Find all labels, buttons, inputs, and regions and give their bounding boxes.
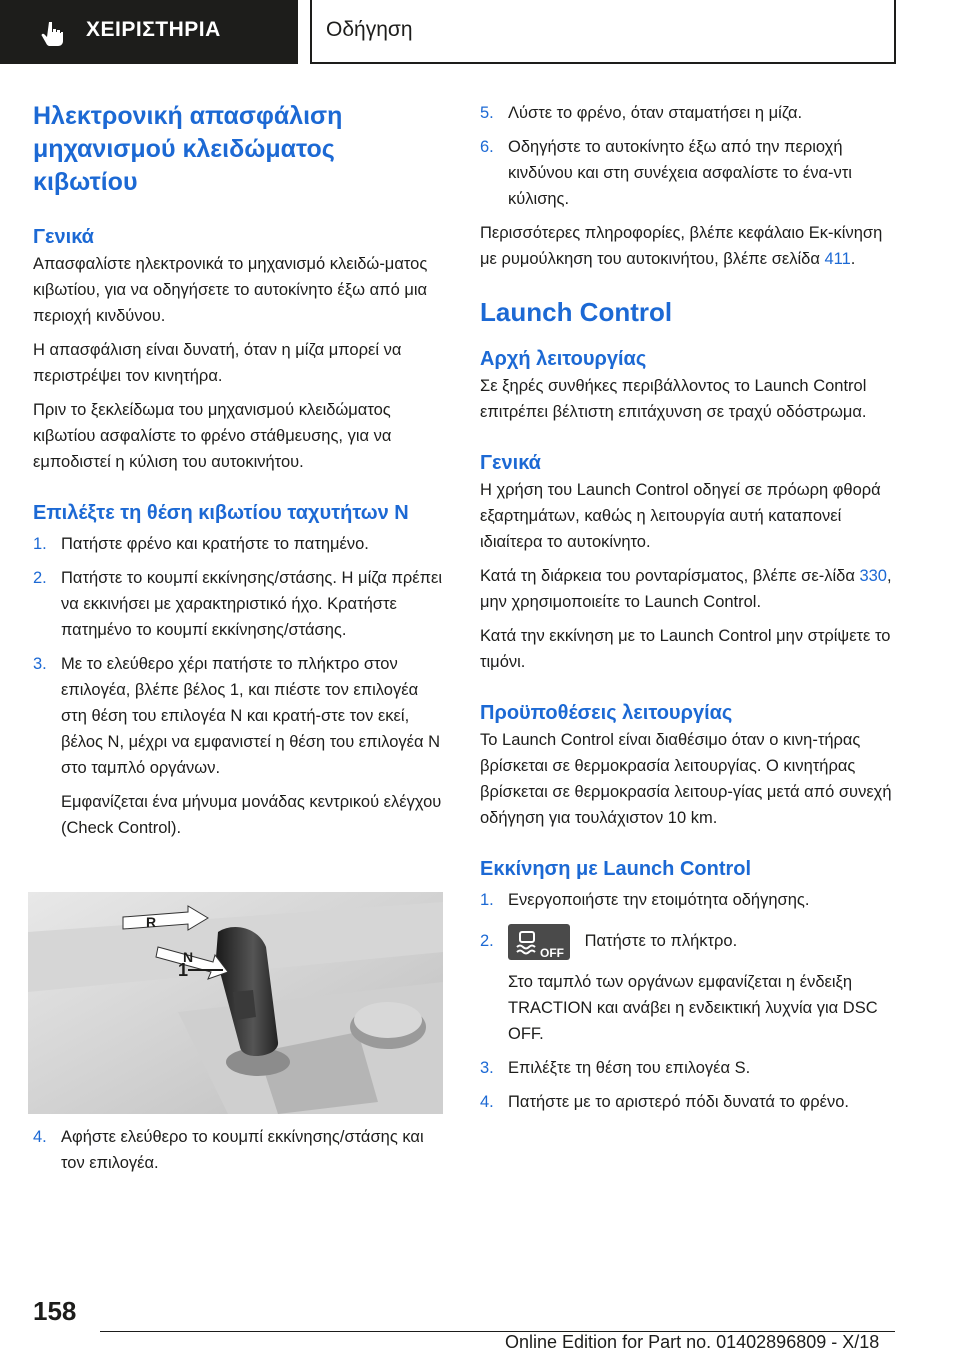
section-title: Οδήγηση (326, 18, 413, 41)
traction-off-button-icon (508, 924, 570, 960)
list-item-note: Στο ταμπλό των οργάνων εμφανίζεται η ένδειξη TRACTION και ανάβει η ενδεικτική λυχνία για DSC OFF. (508, 973, 878, 1043)
left-column-bottom (33, 1124, 443, 1176)
arrow-label-n: N (183, 949, 194, 965)
list-item: 5. Λύστε το φρένο, όταν σταματήσει η μίζα. (480, 104, 803, 122)
list-item-note: Εμφανίζεται ένα μήνυμα μονάδας κεντρικού ελέγχου (Check Control). (61, 793, 442, 837)
heading-gear-lock-release: Ηλεκτρονική απασφάλιση μηχανισμού κλειδώματος κιβωτίου (33, 102, 343, 196)
chapter-header (0, 0, 298, 64)
list-item: 4. Πατήστε με το αριστερό πόδι δυνατά το φρένο. (480, 1093, 849, 1111)
subheading-start-launch-control: Εκκίνηση με Launch Control (480, 858, 752, 880)
off-label: OFF (540, 945, 564, 960)
list-item: 1. Πατήστε φρένο και κρατήστε το πατημένο. (33, 535, 369, 553)
list-item: 3. Με το ελεύθερο χέρι πατήστε το πλήκτρο στον επιλογέα, βλέπε βέλος 1, και πιέστε τον επιλογέα στη θέση του επιλογέα N και κρατή-στε τον εκεί, βέλος N, μέχρι να εμφανιστεί η θέση του επιλογέα N στο ταμπλό οργάνων. (33, 655, 441, 777)
right-column (480, 100, 895, 1115)
list-item: 4. Αφήστε ελεύθερο το κουμπί εκκίνησης/στάσης και τον επιλογέα. (33, 1128, 424, 1172)
launch-steps-list (480, 887, 895, 1115)
page-number: 158 (33, 1296, 77, 1326)
subheading-prerequisites: Προϋποθέσεις λειτουργίας (480, 702, 733, 724)
section-header (312, 0, 896, 64)
steps-list (480, 100, 895, 212)
gear-selector-image (28, 892, 443, 1114)
subheading-select-n: Επιλέξτε τη θέση κιβωτίου ταχυτήτων N (33, 502, 409, 524)
chapter-title: ΧΕΙΡΙΣΤΗΡΙΑ (86, 18, 221, 41)
paragraph-more-info: Περισσότερες πληροφορίες, βλέπε κεφάλαιο Εκ-κίνηση με ρυμούλκηση του αυτοκινήτου, βλέπε σελίδα 411. (480, 224, 883, 268)
paragraph: Κατά την εκκίνηση με το Launch Control μην στρίψετε το τιμόνι. (480, 627, 891, 671)
arrow-label-r: R (146, 914, 157, 930)
list-item: 3. Επιλέξτε τη θέση του επιλογέα S. (480, 1059, 751, 1077)
arrow-label-1: 1 (178, 960, 189, 980)
paragraph: Σε ξηρές συνθήκες περιβάλλοντος το Launch Control επιτρέπει βέλτιστη επιτάχυνση σε τραχύ οδόστρωμα. (480, 377, 867, 421)
hand-pointer-icon (40, 20, 66, 46)
subheading-principle: Αρχή λειτουργίας (480, 348, 647, 370)
dsc-skid-icon (514, 929, 540, 955)
paragraph: Απασφαλίστε ηλεκτρονικά το μηχανισμό κλειδώ-ματος κιβωτίου, για να οδηγήσετε το αυτοκίνητο έξω από μια περιοχή κινδύνου. (33, 255, 428, 325)
subheading-general: Γενικά (33, 226, 94, 248)
list-item: 2. OFF Πατήστε το πλήκτρο. (480, 921, 895, 961)
subheading-general: Γενικά (480, 452, 541, 474)
page-link-330[interactable]: 330 (859, 567, 887, 585)
list-item: 1. Ενεργοποιήστε την ετοιμότητα οδήγησης. (480, 891, 810, 909)
paragraph: Πριν το ξεκλείδωμα του μηχανισμού κλειδώματος κιβωτίου ασφαλίστε το φρένο στάθμευσης, για να εμποδιστεί η κύλιση του αυτοκινήτου. (33, 401, 392, 471)
edition-text: Online Edition for Part no. 01402896809 - X/18 (505, 1332, 880, 1352)
list-item: 2. Πατήστε το κουμπί εκκίνησης/στάσης. Η μίζα πρέπει να εκκινήσει με χαρακτηριστικό ήχο. Κρατήστε πατημένο το κουμπί εκκίνησης/στάσης. (33, 569, 443, 639)
paragraph: Η χρήση του Launch Control οδηγεί σε πρόωρη φθορά εξαρτημάτων, καθώς η λειτουργία αυτή καταπονεί ιδιαίτερα το αυτοκίνητο. (480, 481, 881, 551)
page-link-411[interactable]: 411 (824, 250, 851, 268)
paragraph: Το Launch Control είναι διαθέσιμο όταν ο κινη-τήρας βρίσκεται σε θερμοκρασία λειτουργίας. Ο κινητήρας βρίσκεται σε θερμοκρασία λειτουρ-γίας μετά από συνεχή οδήγηση για τουλάχιστον 10 km. (480, 731, 892, 827)
paragraph: Κατά τη διάρκεια του ρονταρίσματος, βλέπε σε-λίδα 330, μην χρησιμοποιείτε το Launch Control. (480, 567, 892, 611)
heading-launch-control: Launch Control (480, 297, 673, 327)
steps-list (33, 531, 443, 841)
left-column (33, 100, 443, 841)
list-item: 6. Οδηγήστε το αυτοκίνητο έξω από την περιοχή κινδύνου και στη συνέχεια ασφαλίστε το ένα-ντι κύλισης. (480, 138, 852, 208)
paragraph: Η απασφάλιση είναι δυνατή, όταν η μίζα μπορεί να περιστρέψει τον κινητήρα. (33, 341, 402, 385)
